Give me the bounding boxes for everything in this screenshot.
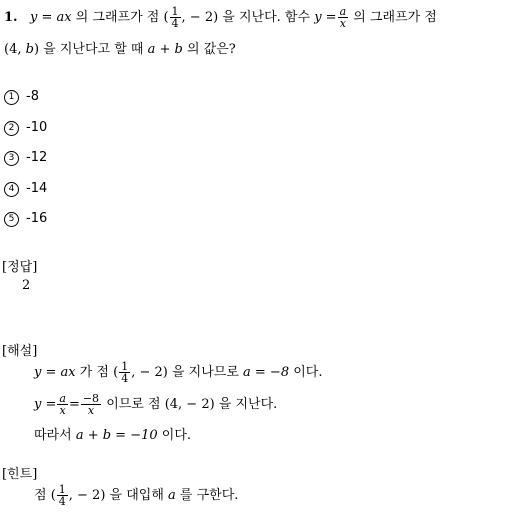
fraction-denominator: 4 [121, 372, 129, 385]
equation: y = ax [29, 10, 72, 25]
text: , − 2) 을 지난다. 함수 [181, 10, 315, 25]
text: 의 그래프가 점 [349, 10, 437, 25]
option-3 [4, 150, 47, 166]
fraction-denominator: x [59, 404, 66, 417]
answer-label: [정답] [2, 260, 38, 275]
equation: y = [34, 397, 57, 412]
text: (4, [4, 42, 26, 57]
option-4 [4, 181, 47, 197]
option-5 [4, 211, 47, 227]
question-line-1 [4, 6, 437, 29]
text: 를 구한다. [175, 488, 239, 503]
equation: a = −8 [243, 365, 290, 380]
equation: = [68, 397, 80, 412]
option-marker: 1 [4, 90, 19, 105]
text: 의 값은? [182, 42, 236, 57]
fraction-numerator: 1 [58, 483, 66, 496]
equation: a + b [147, 42, 183, 57]
option-value: -14 [26, 181, 48, 196]
option-value: -10 [26, 120, 48, 135]
text: 따라서 [34, 428, 76, 443]
option-marker: 4 [4, 182, 19, 197]
hint-label: [힌트] [2, 467, 38, 482]
fraction-numerator: a [339, 5, 347, 18]
text: 점 ( [34, 488, 56, 503]
equation: y = ax [34, 365, 76, 380]
fraction [81, 393, 101, 416]
fraction-numerator: a [59, 392, 66, 405]
option-1 [4, 89, 39, 105]
fraction [57, 484, 68, 507]
text: 이므로 점 (4, − 2) 을 지난다. [102, 397, 278, 412]
fraction-denominator: x [339, 17, 346, 30]
fraction-numerator: 1 [171, 5, 179, 18]
explanation-line-1 [34, 361, 322, 384]
fraction-numerator: 1 [121, 360, 129, 373]
text: 이다. [289, 365, 323, 380]
option-marker: 5 [4, 212, 19, 227]
hint-line-1 [34, 484, 238, 507]
variable: b [25, 42, 34, 57]
fraction-denominator: 4 [171, 17, 179, 30]
option-marker: 2 [4, 121, 19, 136]
explanation-line-3 [34, 424, 191, 443]
question-number: 1. [4, 10, 18, 25]
question-line-2 [4, 38, 236, 57]
explanation-line-2 [34, 393, 277, 416]
fraction-denominator: 4 [58, 495, 66, 508]
equation: a + b = −10 [75, 428, 158, 443]
fraction [170, 6, 181, 29]
fraction-denominator: x [87, 404, 95, 417]
equation: y = [314, 10, 337, 25]
fraction [338, 6, 349, 29]
option-value: -8 [26, 89, 39, 104]
option-value: -16 [26, 211, 48, 226]
text: 의 그래프가 점 ( [71, 10, 169, 25]
option-value: -12 [26, 150, 48, 165]
explanation-label: [해설] [2, 344, 38, 359]
answer-value: 2 [22, 278, 31, 293]
text: 가 점 ( [75, 365, 119, 380]
text: 이다. [157, 428, 192, 443]
text: ) 을 지난다고 할 때 [33, 42, 148, 57]
fraction [57, 393, 68, 416]
option-marker: 3 [4, 151, 19, 166]
option-2 [4, 120, 47, 136]
fraction-numerator: −8 [82, 392, 100, 405]
text: , − 2) 을 대입해 [68, 488, 169, 503]
variable: a [168, 488, 176, 503]
fraction [119, 361, 130, 384]
text: , − 2) 을 지나므로 [131, 365, 244, 380]
